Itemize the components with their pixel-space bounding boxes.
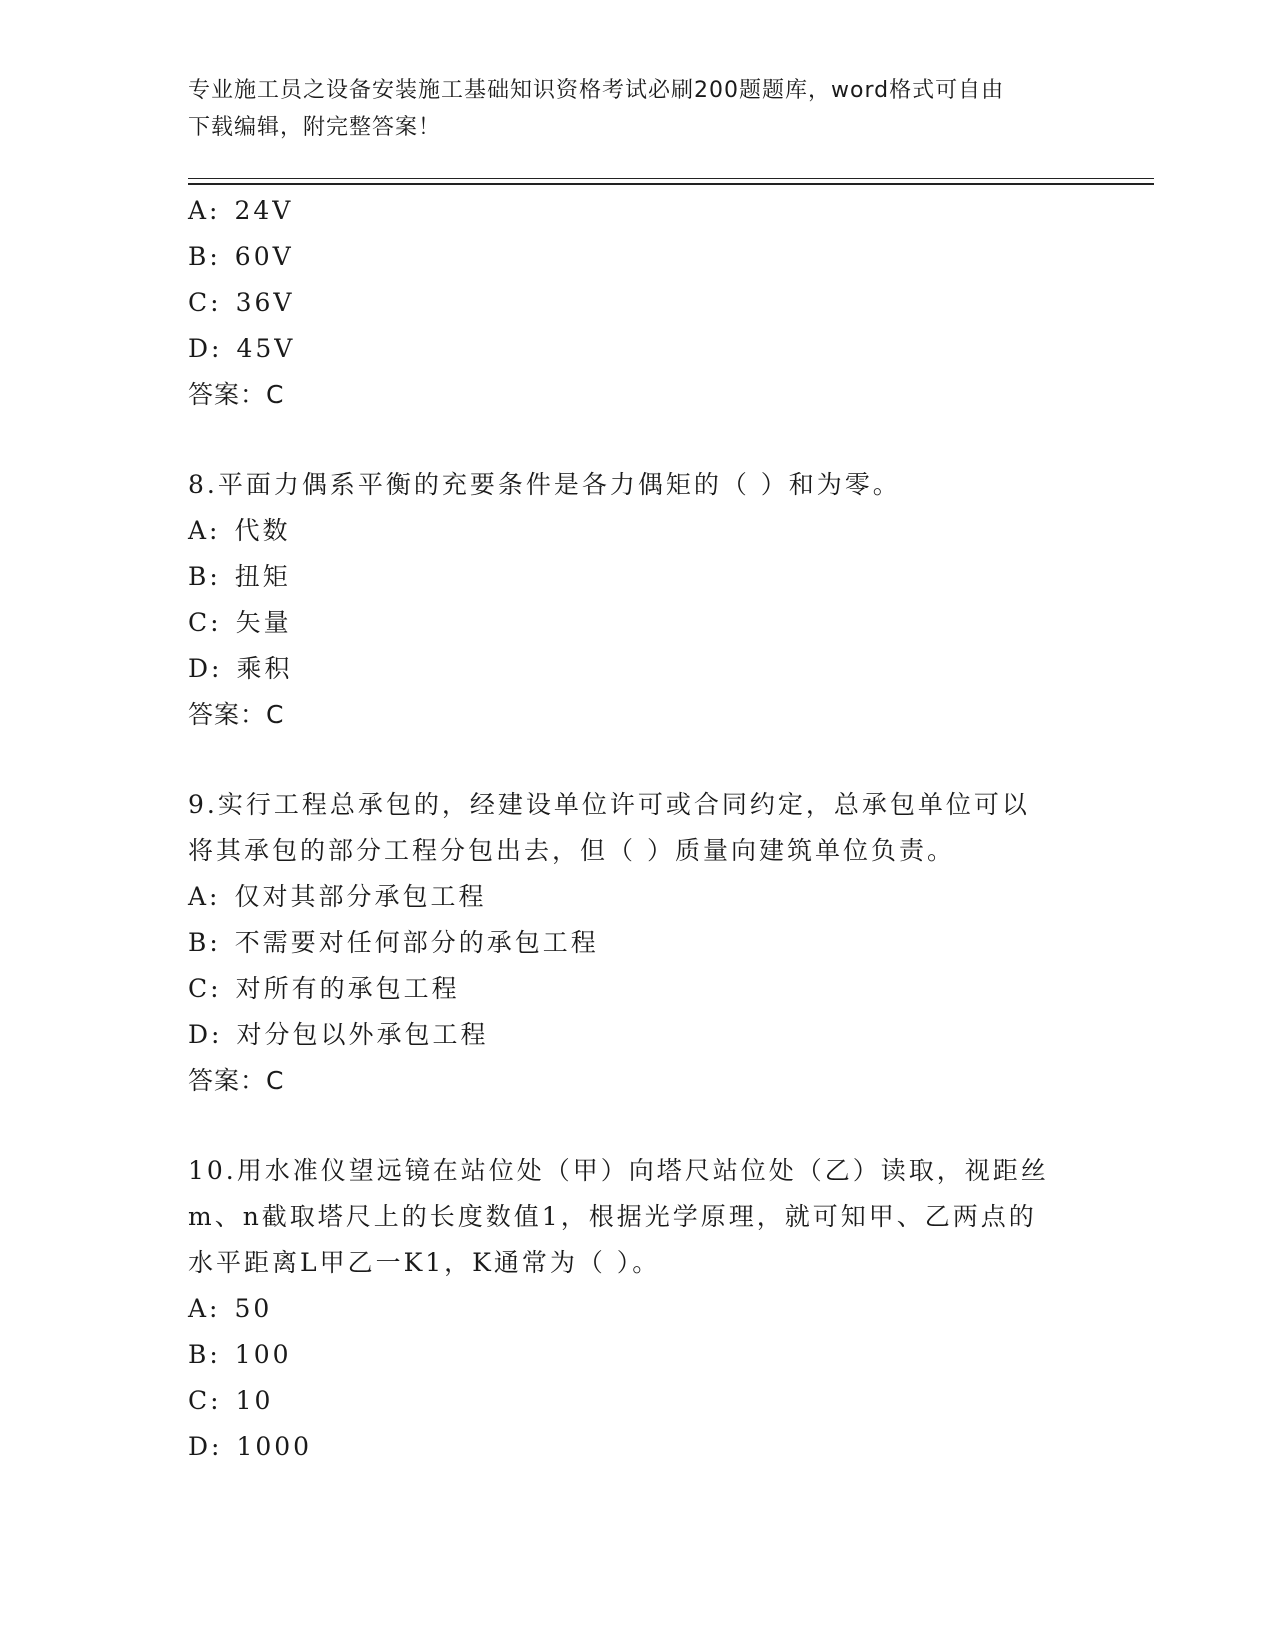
question-10 <box>188 1148 1088 1470</box>
option-b: B: 不需要对任何部分的承包工程 <box>188 928 599 957</box>
option-c: C: 对所有的承包工程 <box>188 974 460 1003</box>
option-a: A: 50 <box>188 1294 273 1323</box>
option-c: C: 10 <box>188 1386 274 1415</box>
option-b: B: 扭矩 <box>188 562 291 591</box>
answer-line: 答案：C <box>188 1066 285 1095</box>
option-d: D: 乘积 <box>188 654 293 683</box>
question-stem: 8.平面力偶系平衡的充要条件是各力偶矩的（ ）和为零。 <box>188 470 901 499</box>
header-line-2: 下载编辑，附完整答案！ <box>188 115 442 140</box>
option-c: C: 36V <box>188 288 295 317</box>
header-divider-thin <box>188 178 1154 179</box>
question-stem: 9.实行工程总承包的，经建设单位许可或合同约定，总承包单位可以 <box>188 790 1030 819</box>
question-stem: 将其承包的部分工程分包出去，但（ ）质量向建筑单位负责。 <box>188 836 955 865</box>
answer-line: 答案：C <box>188 700 285 729</box>
question-stem: 水平距离L甲乙一K1，K通常为（ ）。 <box>188 1248 661 1277</box>
header-line-1: 专业施工员之设备安装施工基础知识资格考试必刷200题题库，word格式可自由 <box>188 78 1005 103</box>
question-list <box>188 188 1088 1470</box>
option-a: A: 仅对其部分承包工程 <box>188 882 487 911</box>
question-9 <box>188 782 1088 1104</box>
answer-line: 答案：C <box>188 380 285 409</box>
question-stem: m、n截取塔尺上的长度数值1，根据光学原理，就可知甲、乙两点的 <box>188 1202 1037 1231</box>
option-b: B: 60V <box>188 242 294 271</box>
option-d: D: 对分包以外承包工程 <box>188 1020 489 1049</box>
document-header <box>188 72 1088 146</box>
header-divider-thick <box>188 183 1154 185</box>
option-a: A: 代数 <box>188 516 291 545</box>
option-c: C: 矢量 <box>188 608 292 637</box>
question-stem: 10.用水准仪望远镜在站位处（甲）向塔尺站位处（乙）读取，视距丝 <box>188 1156 1049 1185</box>
question-7 <box>188 188 1088 418</box>
option-d: D: 1000 <box>188 1432 313 1461</box>
question-8 <box>188 462 1088 738</box>
option-d: D: 45V <box>188 334 296 363</box>
option-b: B: 100 <box>188 1340 292 1369</box>
option-a: A: 24V <box>188 196 294 225</box>
